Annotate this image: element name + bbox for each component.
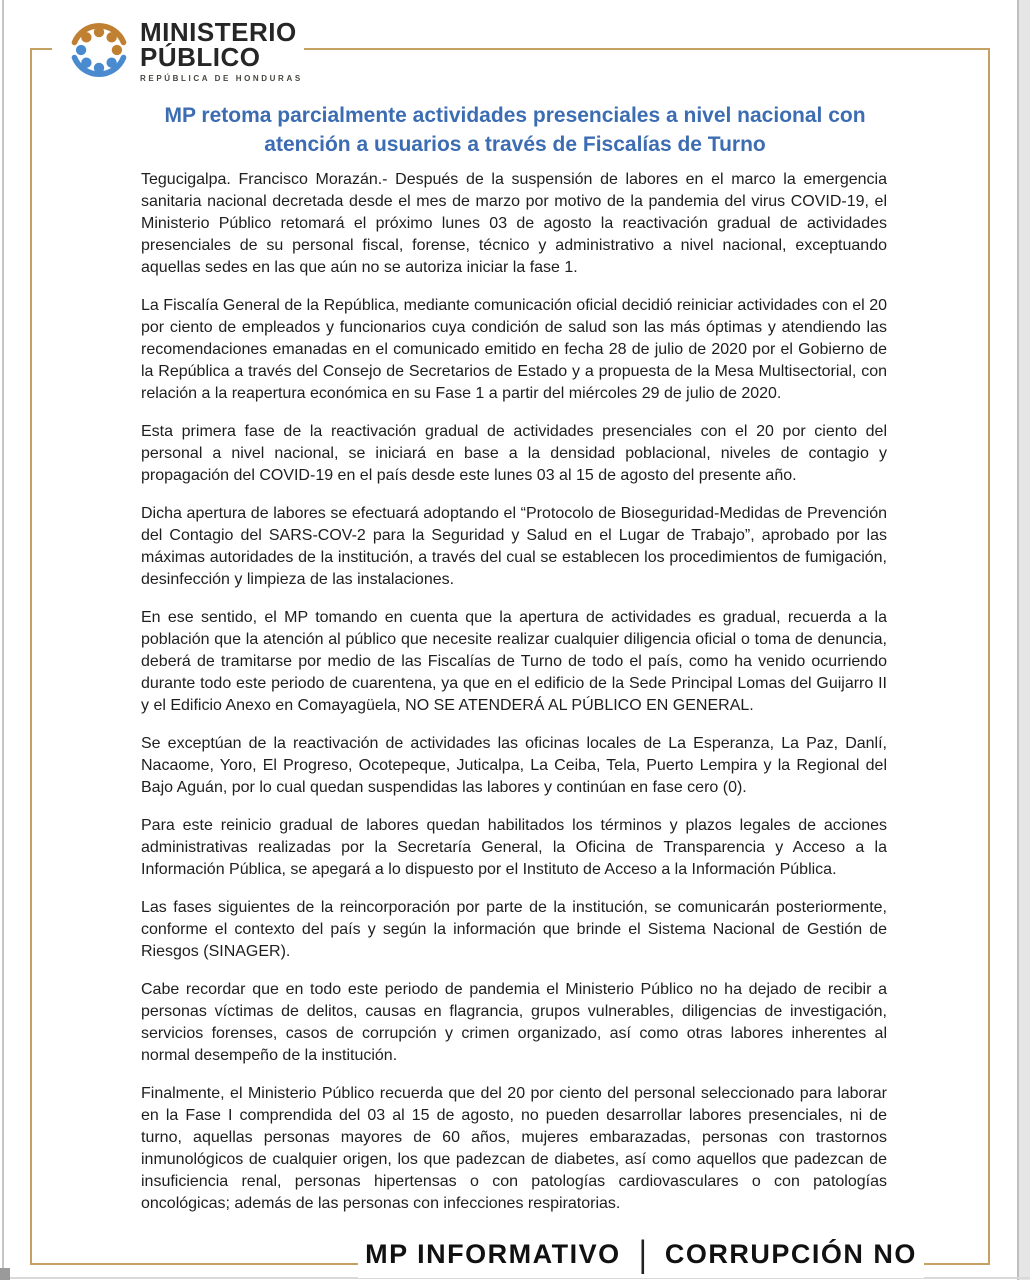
paragraph: Para este reinicio gradual de labores quedan habilitados los términos y plazos legales de acciones administrativas realizadas por la Secretaría General, la Oficina de Transparencia y Acceso a la Información Pública, se apegará a lo dispuesto por el Instituto de Acceso a la Información Pública. — [141, 817, 887, 878]
org-name-line2: PÚBLICO — [140, 42, 261, 72]
footer-slogan-left: MP INFORMATIVO — [365, 1238, 621, 1269]
ministerio-publico-logo — [52, 4, 304, 96]
press-release-body — [141, 169, 887, 1231]
paragraph: Se exceptúan de la reactivación de actividades las oficinas locales de La Esperanza, La Paz, Danlí, Nacaome, Yoro, El Progreso, Ocotepeque, Juticalpa, La Ceiba, Tela, Puerto Lempira y la Regional del Bajo Aguán, por lo cual quedan suspendidas las labores y continúan en fase cero (0). — [141, 735, 887, 796]
footer-slogan-right: CORRUPCIÓN NO — [664, 1238, 917, 1269]
paragraph: Dicha apertura de labores se efectuará adoptando el “Protocolo de Bioseguridad-Medidas de Prevención del Contagio del SARS-COV-2 para la Seguridad y Salud en el Lugar de Trabajo”, aprobado por las máximas autoridades de la institución, a través del cual se establecen los procedimientos de fumigación, desinfección y limpieza de las instalaciones. — [141, 505, 887, 588]
page-corner-smudge — [0, 1268, 10, 1280]
logo-wordmark — [140, 17, 303, 83]
org-subtitle: REPÚBLICA DE HONDURAS — [140, 74, 303, 83]
paragraph: En ese sentido, el MP tomando en cuenta que la apertura de actividades es gradual, recuerda a la población que la atención al público que necesite realizar cualquier diligencia oficial o toma de denuncia, deberá de tramitarse por medio de las Fiscalías de Turno de todo el país, como ha venido ocurriendo durante todo este periodo de cuarentena, ya que en el edificio de la Sede Principal Lomas del Guijarro II y el Edificio Anexo en Comayagüela, NO SE ATENDERÁ AL PÚBLICO EN GENERAL. — [141, 609, 887, 714]
paragraph: Finalmente, el Ministerio Público recuerda que del 20 por ciento del personal seleccionado para laborar en la Fase I comprendida del 03 al 15 de agosto, no pueden desarrollar labores presenciales, ni de turno, aquellas personas mayores de 60 años, mujeres embarazadas, personas con trastornos inmunológicos de cualquier origen, los que padezcan de diabetes, así como aquellos que padezcan de insuficiencia renal, personas hipertensas o con patologías cardiovasculares o con patologías oncológicas; además de las personas con infecciones respiratorias. — [141, 1085, 887, 1212]
page-edge-left — [2, 0, 4, 1280]
paragraph: Cabe recordar que en todo este periodo de pandemia el Ministerio Público no ha dejado de recibir a personas víctimas de delitos, causas en flagrancia, grupos vulnerables, diligencias de investigación, servicios forenses, casos de corrupción y crimen organizado, así como otras labores inherentes al normal desempeño de la institución. — [141, 981, 887, 1064]
org-name-line1: MINISTERIO — [140, 17, 297, 47]
footer-slogan — [358, 1230, 924, 1278]
paragraph-dateline: Tegucigalpa. Francisco Morazán.- Después de la suspensión de labores en el marco la emergencia sanitaria nacional decretada desde el mes de marzo por motivo de la pandemia del virus COVID-19, el Ministerio Público retomará el próximo lunes 03 de agosto la reactivación gradual de actividades presenciales de su personal fiscal, forense, técnico y administrativo a nivel nacional, exceptuando aquellas sedes en las que aún no se autoriza iniciar la fase 1. — [141, 171, 887, 276]
page-edge-right — [1017, 0, 1030, 1280]
paragraph: La Fiscalía General de la República, mediante comunicación oficial decidió reiniciar actividades con el 20 por ciento de empleados y funcionarios cuya condición de salud son las más óptimas y atendiendo las recomendaciones emanadas en el comunicado emitido en fecha 28 de julio de 2020 por el Gobierno de la República a través del Consejo de Secretarios de Estado y a propuesta de la Mesa Multisectorial, con relación a la reapertura económica en su Fase 1 a partir del miércoles 29 de julio de 2020. — [141, 297, 887, 402]
circle-of-people-emblem-icon — [66, 17, 132, 88]
footer-divider: | — [638, 1232, 647, 1275]
paragraph: Esta primera fase de la reactivación gradual de actividades presenciales con el 20 por ciento del personal a nivel nacional, se iniciará en base a la densidad poblacional, niveles de contagio y propagación del COVID-19 en el país desde este lunes 03 al 15 de agosto del presente año. — [141, 423, 887, 484]
press-release-title: MP retoma parcialmente actividades presenciales a nivel nacional con atención a usuarios a través de Fiscalías de Turno — [164, 104, 866, 156]
paragraph: Las fases siguientes de la reincorporación por parte de la institución, se comunicarán posteriormente, conforme el contexto del país y según la información que brinde el Sistema Nacional de Gestión de Riesgos (SINAGER). — [141, 899, 887, 960]
